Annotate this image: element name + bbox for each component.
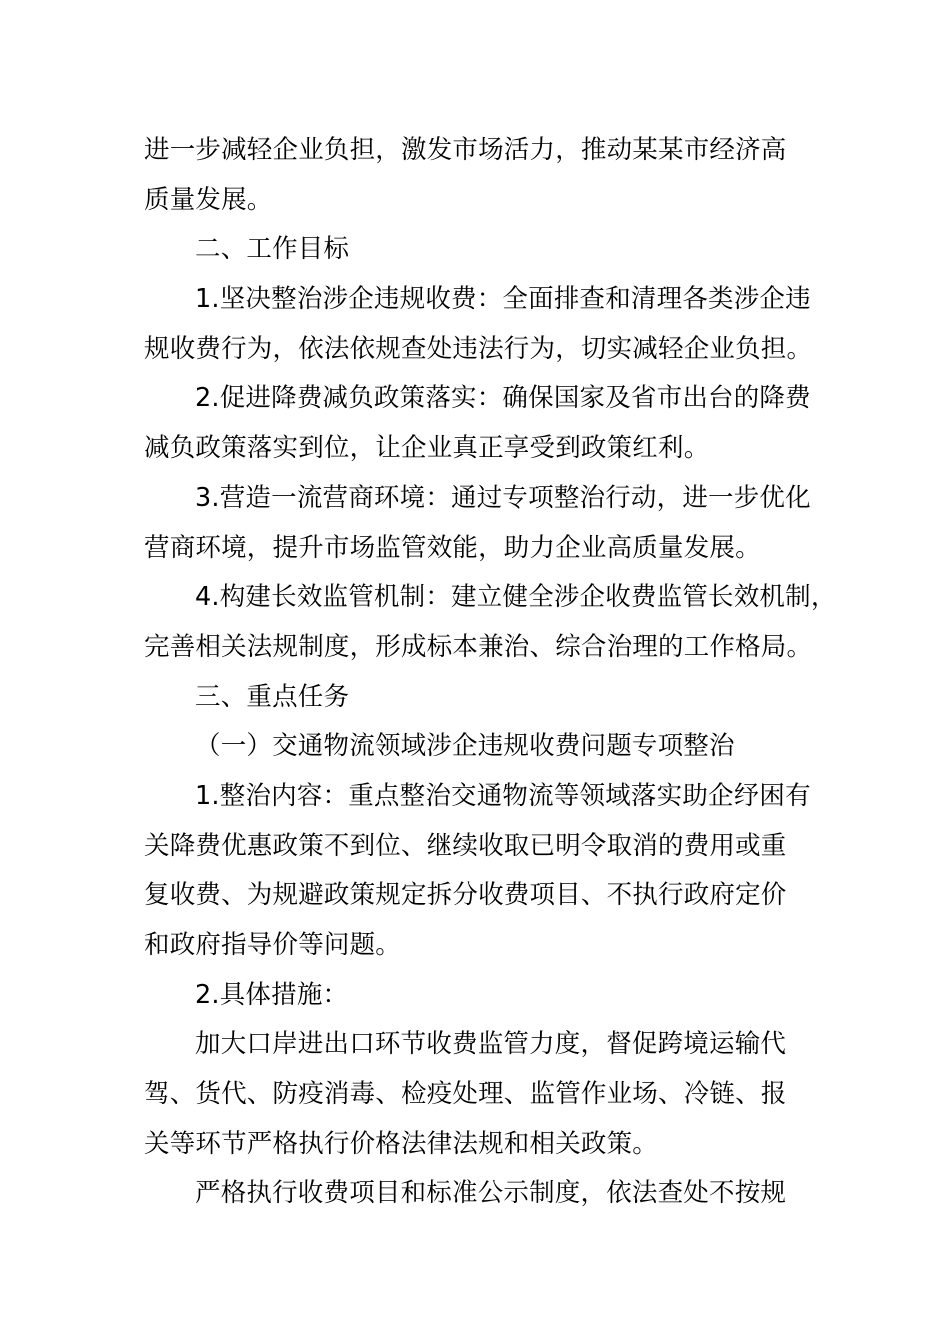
document-line: 减负政策落实到位，让企业真正享受到政策红利。 — [144, 433, 710, 464]
document-line: 1.坚决整治涉企违规收费：全面排查和清理各类涉企违 — [195, 284, 811, 315]
document-line: 关等环节严格执行价格法律法规和相关政策。 — [144, 1128, 659, 1159]
document-line: 3.营造一流营商环境：通过专项整治行动，进一步优化 — [195, 482, 811, 513]
document-line: 二、工作目标 — [195, 234, 350, 265]
document-body — [144, 126, 837, 1219]
document-line: 加大口岸进出口环节收费监管力度，督促跨境运输代 — [195, 1029, 787, 1060]
document-line: 完善相关法规制度，形成标本兼治、综合治理的工作格局。 — [144, 631, 813, 662]
document-line: 2.促进降费减负政策落实：确保国家及省市出台的降费 — [195, 383, 811, 414]
document-line: 质量发展。 — [144, 184, 273, 215]
document-line: 复收费、为规避政策规定拆分收费项目、不执行政府定价 — [144, 880, 787, 911]
document-line: 关降费优惠政策不到位、继续收取已明令取消的费用或重 — [144, 830, 787, 861]
document-line: 和政府指导价等问题。 — [144, 930, 402, 960]
document-line: 进一步减轻企业负担，激发市场活力，推动某某市经济高 — [144, 135, 787, 165]
document-line: 三、重点任务 — [195, 681, 350, 712]
document-line: 营商环境，提升市场监管效能，助力企业高质量发展。 — [144, 532, 761, 563]
document-line: 严格执行收费项目和标准公示制度，依法查处不按规 — [195, 1178, 787, 1209]
document-line: 驾、货代、防疫消毒、检疫处理、监管作业场、冷链、报 — [144, 1079, 787, 1110]
document-line: 2.具体措施： — [195, 979, 349, 1010]
document-line: 1.整治内容：重点整治交通物流等领域落实助企纾困有 — [195, 780, 811, 811]
document-line: 4.构建长效监管机制：建立健全涉企收费监管长效机制， — [195, 582, 837, 613]
document-line: （一）交通物流领域涉企违规收费问题专项整治 — [195, 731, 735, 762]
document-line: 规收费行为，依法依规查处违法行为，切实减轻企业负担。 — [144, 333, 813, 364]
